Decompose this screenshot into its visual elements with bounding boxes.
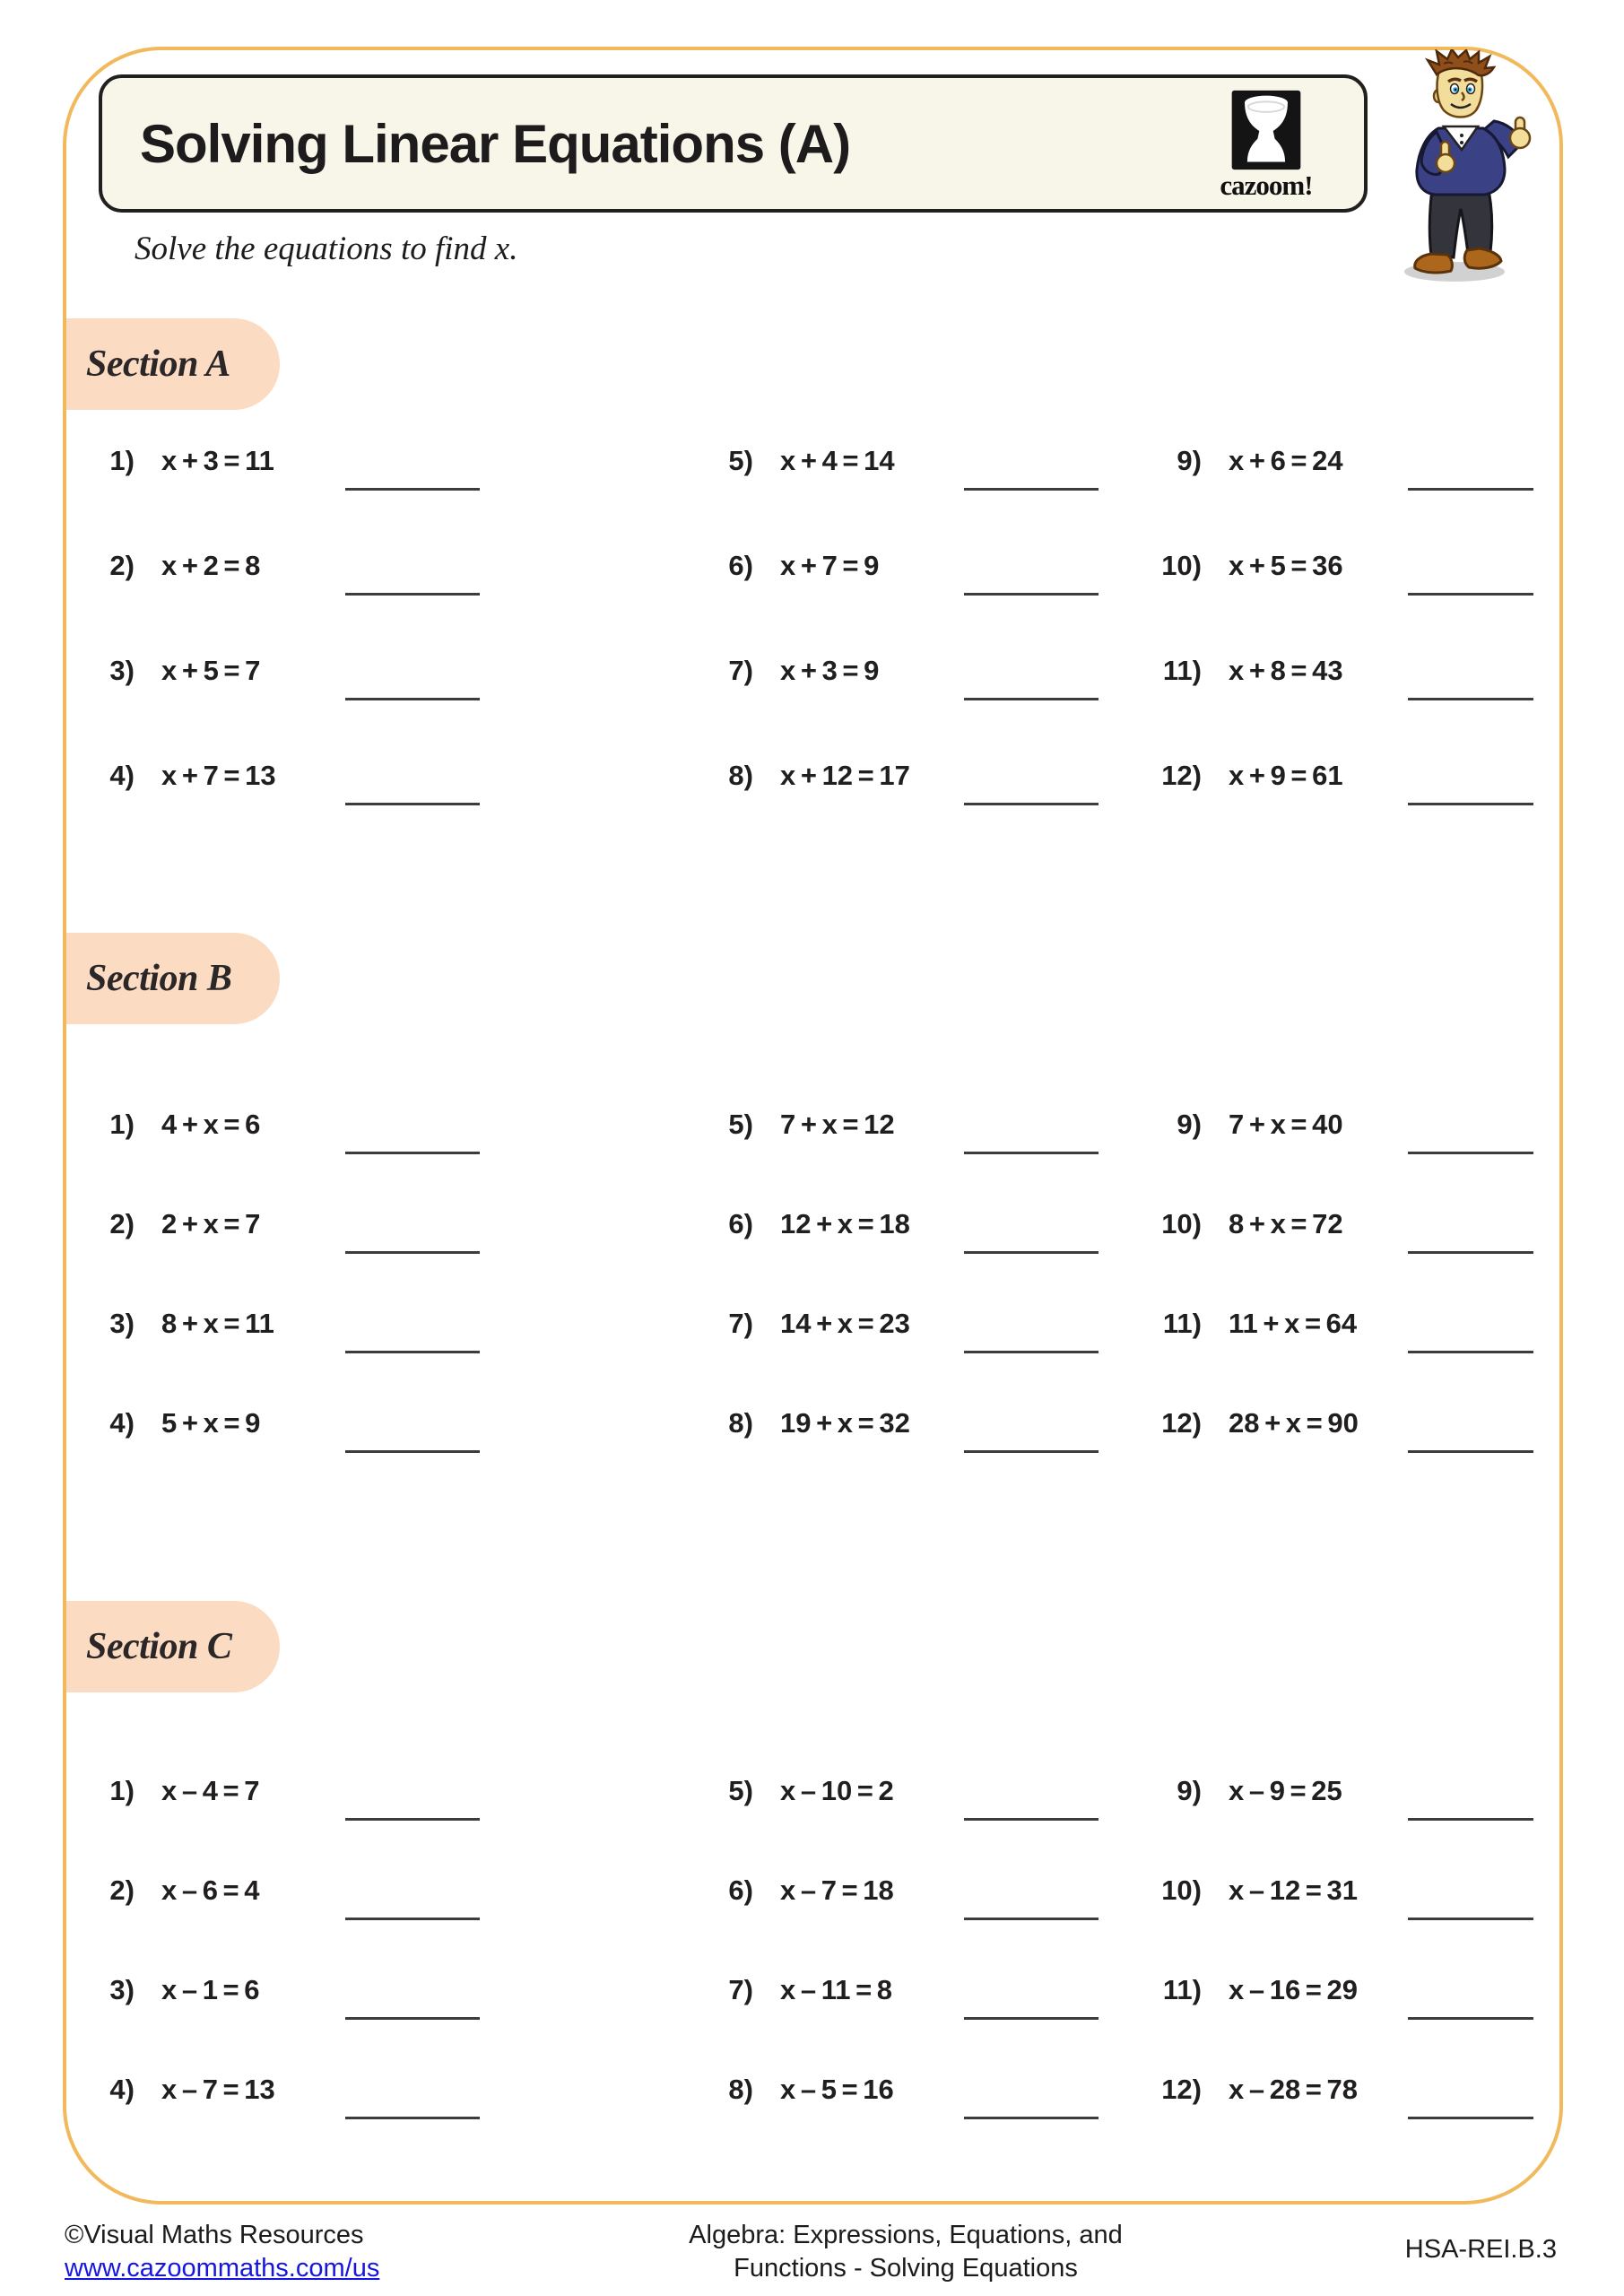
equation-text: 2 + x = 7: [161, 1208, 261, 1239]
problem-number: 11): [1162, 1308, 1202, 1339]
problem: [1139, 441, 1343, 481]
problem-number: 3): [109, 1308, 135, 1339]
problem: [699, 1871, 894, 1910]
equation-text: x – 16 = 29: [1229, 1974, 1358, 2005]
problem: [81, 651, 260, 691]
footer-topic: [583, 2219, 1229, 2285]
answer-line[interactable]: [345, 1450, 480, 1453]
problem-row: [81, 441, 1560, 546]
answer-line[interactable]: [964, 803, 1099, 805]
equation-text: 28 + x = 90: [1229, 1407, 1359, 1439]
answer-line[interactable]: [345, 1918, 480, 1920]
problem-number: 6): [728, 550, 753, 581]
problem: [699, 651, 879, 691]
problem-number: 10): [1161, 1874, 1202, 1906]
problem-row: [81, 546, 1560, 651]
problem: [1139, 1970, 1358, 2010]
problem-number: 7): [728, 1974, 753, 2005]
problem-row: [81, 2070, 1560, 2170]
equation-text: 11 + x = 64: [1229, 1308, 1358, 1339]
problem: [81, 756, 276, 796]
equation-text: x + 12 = 17: [780, 760, 910, 791]
answer-line[interactable]: [345, 488, 480, 491]
answer-line[interactable]: [345, 1251, 480, 1254]
answer-line[interactable]: [1408, 1351, 1533, 1353]
equation-text: x + 7 = 9: [780, 550, 880, 581]
drum-icon: [1229, 89, 1304, 171]
problem: [699, 756, 910, 796]
problem-number: 3): [109, 1974, 135, 2005]
problem: [699, 1771, 894, 1811]
answer-line[interactable]: [1408, 2017, 1533, 2020]
answer-line[interactable]: [1408, 1918, 1533, 1920]
problem-number: 12): [1161, 2074, 1202, 2105]
problem: [81, 1871, 260, 1910]
answer-line[interactable]: [964, 593, 1099, 596]
answer-line[interactable]: [964, 1152, 1099, 1154]
problem-number: 5): [728, 1775, 753, 1806]
answer-line[interactable]: [1408, 488, 1533, 491]
problem-number: 9): [1177, 1775, 1202, 1806]
section-a-header: [63, 318, 280, 410]
answer-line[interactable]: [964, 2017, 1099, 2020]
section-c-problems: [81, 1771, 1560, 2170]
problem: [699, 546, 879, 586]
equation-text: x + 7 = 13: [161, 760, 276, 791]
problem: [1139, 1871, 1358, 1910]
equation-text: 7 + x = 12: [780, 1109, 895, 1140]
problem-row: [81, 1105, 1560, 1205]
copyright-text: ©Visual Maths Resources: [65, 2221, 364, 2249]
equation-text: x + 3 = 9: [780, 655, 880, 686]
problem-number: 4): [109, 1407, 135, 1439]
problem-number: 8): [728, 1407, 753, 1439]
equation-text: x + 5 = 36: [1229, 550, 1343, 581]
problem-row: [81, 1970, 1560, 2070]
problem: [1139, 651, 1343, 691]
answer-line[interactable]: [345, 1818, 480, 1821]
problem-number: 7): [728, 1308, 753, 1339]
problem-number: 1): [109, 445, 135, 476]
problem: [1139, 756, 1343, 796]
problem: [699, 2070, 894, 2109]
problem-number: 8): [728, 760, 753, 791]
equation-text: x – 11 = 8: [780, 1974, 893, 2005]
problem-row: [81, 756, 1560, 861]
problem-number: 12): [1161, 1407, 1202, 1439]
answer-line[interactable]: [1408, 803, 1533, 805]
answer-line[interactable]: [964, 1918, 1099, 1920]
answer-line[interactable]: [345, 1152, 480, 1154]
website-link[interactable]: www.cazoommaths.com/us: [65, 2254, 380, 2283]
answer-line[interactable]: [1408, 593, 1533, 596]
page-title: Solving Linear Equations (A): [140, 113, 851, 174]
problem-number: 6): [728, 1874, 753, 1906]
equation-text: x + 8 = 43: [1229, 655, 1343, 686]
problem-row: [81, 1871, 1560, 1970]
problem: [1139, 1771, 1342, 1811]
equation-text: x – 9 = 25: [1229, 1775, 1342, 1806]
title-box: [99, 74, 1368, 213]
problem-number: 11): [1162, 1974, 1202, 2005]
answer-line[interactable]: [964, 698, 1099, 700]
problem: [699, 1105, 895, 1144]
equation-text: x + 6 = 24: [1229, 445, 1343, 476]
problem: [81, 2070, 275, 2109]
problem: [1139, 1105, 1343, 1144]
section-a-label: Section A: [86, 344, 230, 385]
equation-text: x + 9 = 61: [1229, 760, 1343, 791]
problem-number: 9): [1177, 445, 1202, 476]
equation-text: 12 + x = 18: [780, 1208, 910, 1239]
answer-line[interactable]: [345, 803, 480, 805]
problem: [699, 1205, 910, 1244]
problem-number: 7): [728, 655, 753, 686]
problem: [699, 1970, 892, 2010]
problem-number: 8): [728, 2074, 753, 2105]
section-c-label: Section C: [86, 1626, 232, 1667]
problem: [81, 1970, 260, 2010]
section-b-label: Section B: [86, 958, 232, 999]
equation-text: x – 10 = 2: [780, 1775, 894, 1806]
problem-number: 5): [728, 445, 753, 476]
problem: [699, 1404, 910, 1443]
problem: [81, 1205, 260, 1244]
equation-text: x – 4 = 7: [161, 1775, 260, 1806]
problem-number: 2): [109, 1874, 135, 1906]
footer-left: [65, 2219, 379, 2285]
problem: [699, 1304, 910, 1344]
instruction-text: Solve the equations to find x.: [135, 230, 518, 267]
problem: [1139, 546, 1343, 586]
section-b-header: [63, 933, 280, 1024]
problem-number: 2): [109, 550, 135, 581]
section-b-problems: [81, 1105, 1560, 1503]
problem: [1139, 1304, 1357, 1344]
answer-line[interactable]: [345, 698, 480, 700]
answer-line[interactable]: [964, 488, 1099, 491]
topic-line-2: Functions - Solving Equations: [734, 2254, 1078, 2283]
equation-text: 7 + x = 40: [1229, 1109, 1343, 1140]
problem-row: [81, 1205, 1560, 1304]
equation-text: x – 28 = 78: [1229, 2074, 1358, 2105]
equation-text: x + 4 = 14: [780, 445, 895, 476]
equation-text: 19 + x = 32: [780, 1407, 910, 1439]
problem-number: 3): [109, 655, 135, 686]
problem-row: [81, 1771, 1560, 1871]
equation-text: x – 12 = 31: [1229, 1874, 1358, 1906]
problem: [1139, 1205, 1343, 1244]
problem-row: [81, 1404, 1560, 1503]
equation-text: 5 + x = 9: [161, 1407, 261, 1439]
problem-number: 10): [1161, 550, 1202, 581]
mascot-boy-illustration: [1392, 49, 1535, 291]
problem-row: [81, 651, 1560, 756]
cazoom-logo-text: cazoom!: [1220, 170, 1313, 201]
problem: [81, 1404, 260, 1443]
answer-line[interactable]: [1408, 698, 1533, 700]
standard-code: HSA-REI.B.3: [1404, 2235, 1557, 2264]
problem: [81, 1304, 274, 1344]
cazoom-logo: [1217, 89, 1316, 202]
problem: [1139, 1404, 1359, 1443]
problem-number: 2): [109, 1208, 135, 1239]
answer-line[interactable]: [964, 1351, 1099, 1353]
equation-text: x + 2 = 8: [161, 550, 261, 581]
equation-text: x – 7 = 18: [780, 1874, 894, 1906]
equation-text: x – 6 = 4: [161, 1874, 260, 1906]
answer-line[interactable]: [1408, 1152, 1533, 1154]
problem-number: 6): [728, 1208, 753, 1239]
answer-line[interactable]: [964, 1818, 1099, 1821]
problem-number: 1): [109, 1109, 135, 1140]
answer-line[interactable]: [1408, 1450, 1533, 1453]
problem-number: 11): [1162, 655, 1202, 686]
problem: [81, 1105, 260, 1144]
problem-number: 10): [1161, 1208, 1202, 1239]
answer-line[interactable]: [1408, 1818, 1533, 1821]
problem: [699, 441, 895, 481]
equation-text: 4 + x = 6: [161, 1109, 261, 1140]
problem-number: 1): [109, 1775, 135, 1806]
answer-line[interactable]: [345, 1351, 480, 1353]
equation-text: 8 + x = 72: [1229, 1208, 1343, 1239]
answer-line[interactable]: [964, 1251, 1099, 1254]
problem-number: 12): [1161, 760, 1202, 791]
answer-line[interactable]: [345, 593, 480, 596]
problem-number: 4): [109, 2074, 135, 2105]
equation-text: 14 + x = 23: [780, 1308, 910, 1339]
problem: [81, 1771, 260, 1811]
equation-text: x – 7 = 13: [161, 2074, 275, 2105]
answer-line[interactable]: [1408, 1251, 1533, 1254]
equation-text: x + 5 = 7: [161, 655, 261, 686]
equation-text: 8 + x = 11: [161, 1308, 274, 1339]
problem: [1139, 2070, 1358, 2109]
problem-row: [81, 1304, 1560, 1404]
problem: [81, 546, 260, 586]
answer-line[interactable]: [345, 2017, 480, 2020]
topic-line-1: Algebra: Expressions, Equations, and: [689, 2221, 1123, 2249]
answer-line[interactable]: [345, 2117, 480, 2119]
problem-number: 9): [1177, 1109, 1202, 1140]
answer-line[interactable]: [1408, 2117, 1533, 2119]
problem-number: 4): [109, 760, 135, 791]
problem-number: 5): [728, 1109, 753, 1140]
section-c-header: [63, 1601, 280, 1692]
answer-line[interactable]: [964, 2117, 1099, 2119]
equation-text: x + 3 = 11: [161, 445, 274, 476]
section-a-problems: [81, 441, 1560, 861]
equation-text: x – 1 = 6: [161, 1974, 260, 2005]
equation-text: x – 5 = 16: [780, 2074, 894, 2105]
problem: [81, 441, 274, 481]
answer-line[interactable]: [964, 1450, 1099, 1453]
